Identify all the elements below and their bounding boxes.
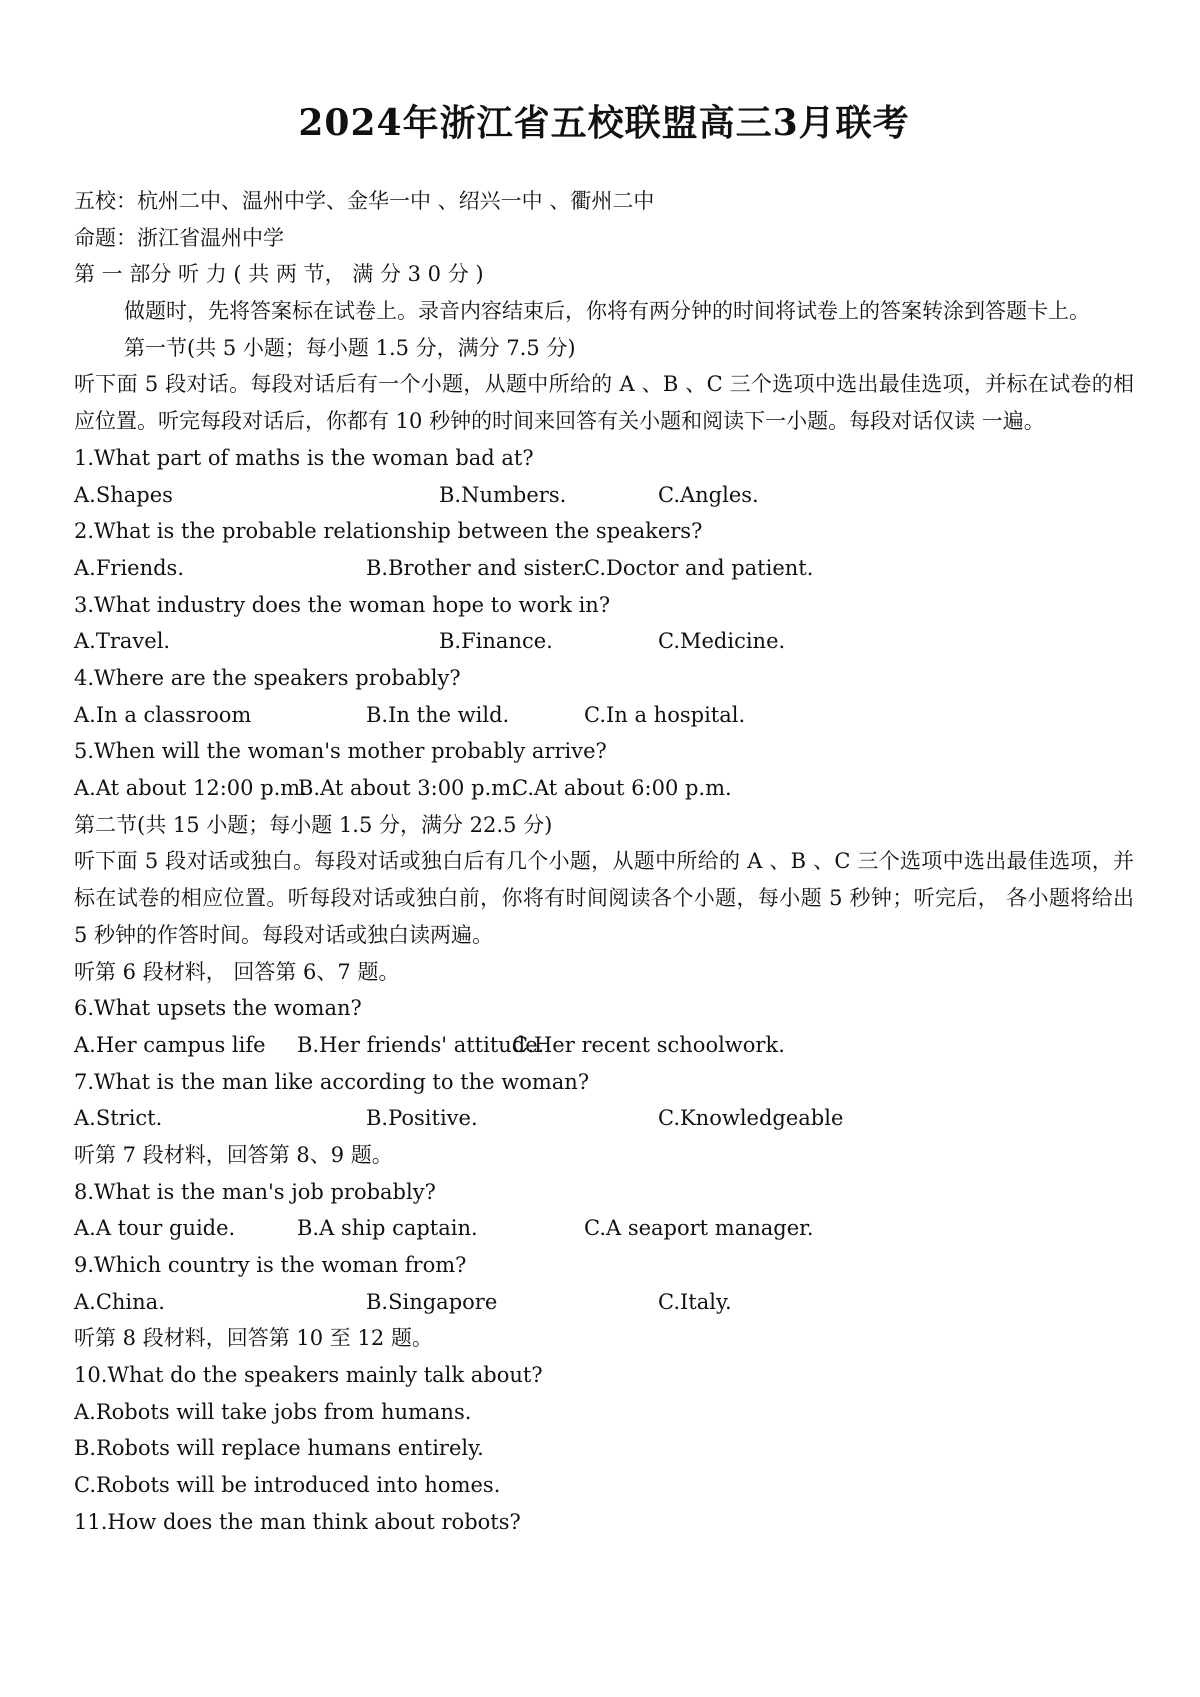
material-6-heading: 听第 6 段材料， 回答第 6、7 题。: [74, 959, 400, 984]
question-3-options: [74, 623, 1134, 660]
option-a: A.Travel.: [74, 629, 171, 654]
material-8-heading: 听第 8 段材料，回答第 10 至 12 题。: [74, 1326, 433, 1351]
question-6-options: [74, 1027, 1134, 1064]
question-11: 11.How does the man think about robots?: [74, 1509, 521, 1534]
option-b: B.A ship captain.: [297, 1216, 478, 1241]
option-c: C.A seaport manager.: [584, 1216, 814, 1241]
question-9-options: [74, 1284, 1134, 1321]
option-b: B.Numbers.: [439, 482, 567, 507]
option-a: A.Her campus life: [74, 1032, 266, 1057]
question-2-options: [74, 550, 1134, 587]
option-c: C.Medicine.: [658, 629, 786, 654]
question-8: 8.What is the man's job probably?: [74, 1179, 436, 1204]
option-c: C.Italy.: [658, 1289, 732, 1314]
question-7-options: [74, 1100, 1134, 1137]
option-b: B.Finance.: [439, 629, 553, 654]
option-a: A.A tour guide.: [74, 1216, 236, 1241]
option-b: B.In the wild.: [366, 702, 510, 727]
part1-heading: 第 一 部分 听 力 ( 共 两 节， 满 分 3 0 分 ): [74, 262, 484, 287]
setter-line: 命题：浙江省温州中学: [74, 225, 284, 250]
instructions-paragraph: 做题时，先将答案标在试卷上。录音内容结束后，你将有两分钟的时间将试卷上的答案转涂到答题卡上。: [124, 299, 1090, 324]
option-c: C.Her recent schoolwork.: [512, 1032, 785, 1057]
option-a: A.Friends.: [74, 555, 185, 580]
schools-line: 五校：杭州二中、温州中学、金华一中 、绍兴一中 、衢州二中: [74, 189, 655, 213]
question-1: 1.What part of maths is the woman bad at?: [74, 445, 534, 470]
question-7: 7.What is the man like according to the woman?: [74, 1069, 590, 1094]
exam-title: 2024年浙江省五校联盟高三3月联考: [298, 102, 910, 144]
option-a: A.Shapes: [74, 482, 173, 507]
section1-heading: 第一节(共 5 小题；每小题 1.5 分，满分 7.5 分): [124, 335, 576, 360]
section1-directions: 听下面 5 段对话。每段对话后有一个小题，从题中所给的 A 、B 、C 三个选项中选出最佳选项，并标在试卷的相应位置。听完每段对话后，你都有 10 秒钟的时间来回答有关小题和阅读下一小题。每段对话仅读 一遍。: [74, 372, 1134, 434]
question-8-options: [74, 1210, 1134, 1247]
option-a: A.China.: [74, 1289, 165, 1314]
question-9: 9.Which country is the woman from?: [74, 1253, 467, 1278]
question-3: 3.What industry does the woman hope to work in?: [74, 592, 611, 617]
question-5: 5.When will the woman's mother probably arrive?: [74, 739, 607, 764]
option-a: A.At about 12:00 p.m.: [74, 776, 307, 801]
option-b: B.Brother and sister.: [366, 555, 588, 580]
material-7-heading: 听第 7 段材料，回答第 8、9 题。: [74, 1142, 393, 1167]
option-b: B.At about 3:00 p.m.: [298, 776, 518, 801]
question-10-option-c: C.Robots will be introduced into homes.: [74, 1473, 501, 1498]
option-a: A.In a classroom: [74, 702, 252, 727]
question-2: 2.What is the probable relationship between the speakers?: [74, 519, 703, 544]
question-6: 6.What upsets the woman?: [74, 996, 362, 1021]
question-10-option-b: B.Robots will replace humans entirely.: [74, 1436, 484, 1461]
question-1-options: [74, 477, 1134, 514]
option-c: C.In a hospital.: [584, 702, 746, 727]
question-4-options: [74, 697, 1134, 734]
option-a: A.Strict.: [74, 1106, 163, 1131]
option-c: C.At about 6:00 p.m.: [512, 776, 732, 801]
question-10-option-a: A.Robots will take jobs from humans.: [74, 1399, 472, 1424]
option-c: C.Knowledgeable: [658, 1106, 844, 1131]
option-b: B.Positive.: [366, 1106, 478, 1131]
question-4: 4.Where are the speakers probably?: [74, 665, 461, 690]
option-c: C.Angles.: [658, 482, 759, 507]
option-b: B.Singapore: [366, 1289, 498, 1314]
question-5-options: [74, 770, 1134, 807]
exam-body: [74, 183, 1134, 1541]
option-b: B.Her friends' attitude.: [297, 1032, 545, 1057]
section2-heading: 第二节(共 15 小题；每小题 1.5 分，满分 22.5 分): [74, 812, 553, 837]
section2-directions: 听下面 5 段对话或独白。每段对话或独白后有几个小题，从题中所给的 A 、B 、C 三个选项中选出最佳选项，并标在试卷的相应位置。听每段对话或独白前，你将有时间阅读各个小题，每小题 5 秒钟；听完后， 各小题将给出 5 秒钟的作答时间。每段对话或独白读两遍。: [74, 849, 1134, 947]
option-c: C.Doctor and patient.: [584, 555, 814, 580]
question-10: 10.What do the speakers mainly talk about?: [74, 1363, 543, 1388]
